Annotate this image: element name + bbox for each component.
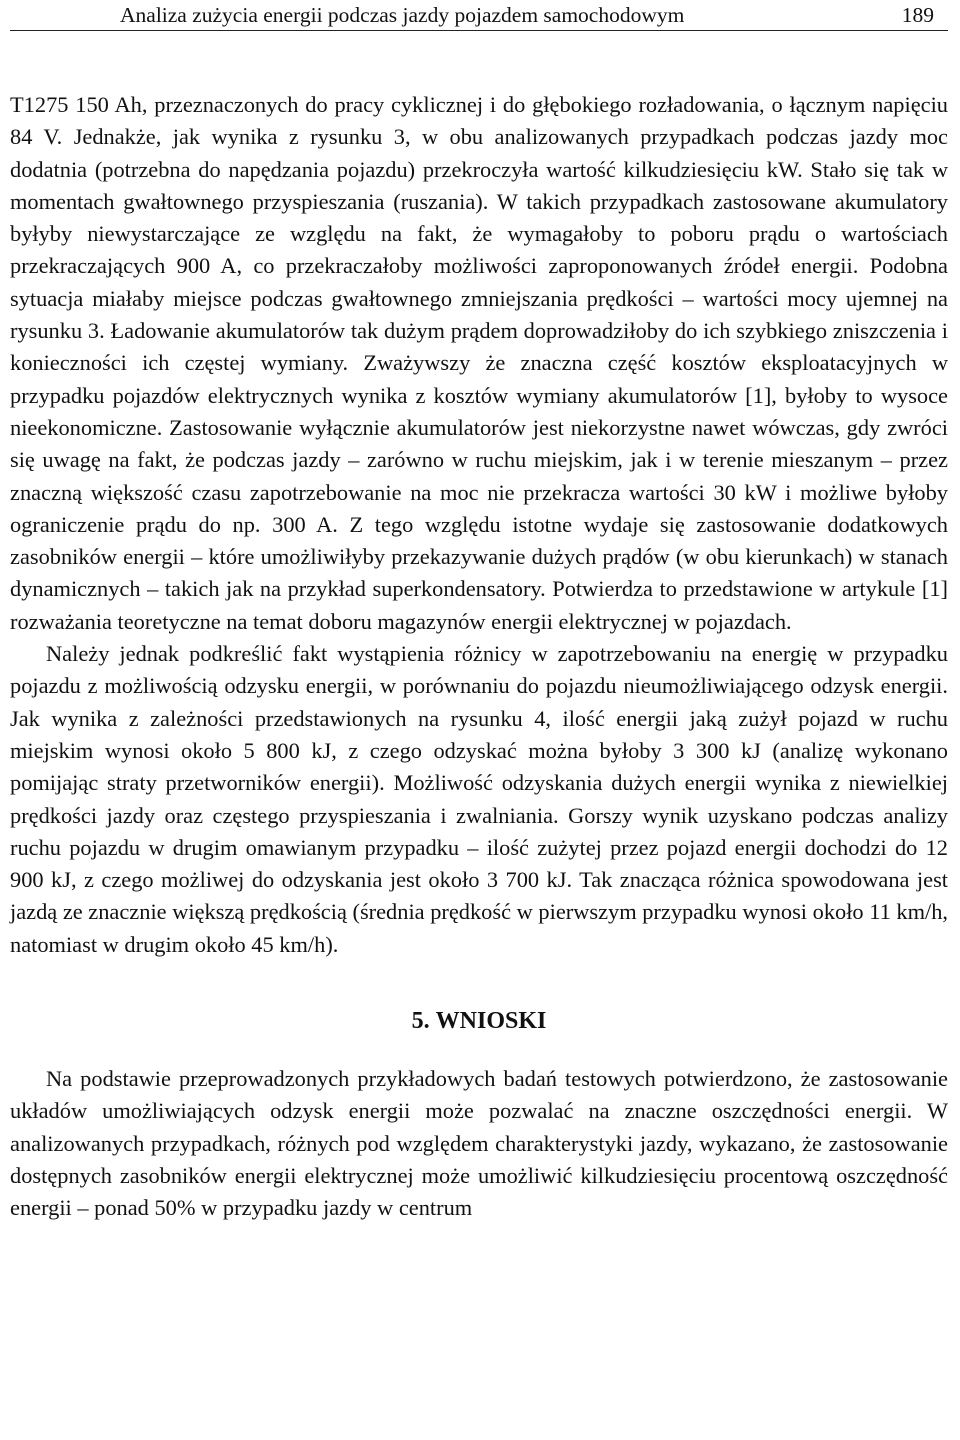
running-header (10, 0, 948, 31)
paragraph: Należy jednak podkreślić fakt wystąpienia różnicy w zapotrzebowaniu na energię w przypadku pojazdu z możliwością odzysku energii, w porównaniu do pojazdu nieumożliwiającego odzysk energii. Jak wynika z zależności przedstawionych na rysunku 4, ilość energii jaką zużył pojazd w ruchu miejskim wynosi około 5 800 kJ, z czego odzyskać można byłoby 3 300 kJ (analizę wykonano pomijając straty przetworników energii). Możliwość odzyskania dużych energii wynika z niewielkiej prędkości jazdy oraz częstego przyspieszania i zwalniania. Gorszy wynik uzyskano podczas analizy ruchu pojazdu w drugim omawianym przypadku – ilość zużytej przez pojazd energii dochodzi do 12 900 kJ, z czego możliwej do odzyskania jest około 3 700 kJ. Tak znacząca różnica spowodowana jest jazdą ze znacznie większą prędkością (średnia prędkość w pierwszym przypadku wynosi około 11 km/h, natomiast w drugim około 45 km/h). (10, 641, 949, 957)
section-title: WNIOSKI (435, 1008, 547, 1035)
section-number: 5. (411, 1008, 430, 1035)
section-heading (10, 1005, 948, 1037)
page-number: 189 (901, 3, 934, 27)
conclusions-paragraph: Na podstawie przeprowadzonych przykładowych badań testowych potwierdzono, że zastosowanie układów umożliwiających odzysk energii może pozwalać na znaczne oszczędności energii. W analizowanych przypadkach, różnych pod względem charakterystyki jazdy, wykazano, że zastosowanie dostępnych zasobników energii elektrycznej może umożliwić kilkudziesięciu procentową oszczędność energii – ponad 50% w przypadku jazdy w centrum (10, 1066, 948, 1221)
body-text (10, 89, 948, 961)
running-title: Analiza zużycia energii podczas jazdy pojazdem samochodowym (120, 3, 685, 27)
paragraph: T1275 150 Ah, przeznaczonych do pracy cyklicznej i do głębokiego rozładowania, o łącznym napięciu 84 V. Jednakże, jak wynika z rysunku 3, w obu analizowanych przypadkach podczas jazdy moc dodatnia (potrzebna do napędzania pojazdu) przekroczyła wartość kilkudziesięciu kW. Stało się tak w momentach gwałtownego przyspieszania (ruszania). W takich przypadkach zastosowane akumulatory byłyby niewystarczające ze względu na fakt, że wymagałoby to poboru prądu o wartościach przekraczających 900 A, co przekraczałoby możliwości zaproponowanych źródeł energii. Podobna sytuacja miałaby miejsce podczas gwałtownego zmniejszania prędkości – wartości mocy ujemnej na rysunku 3. Ładowanie akumulatorów tak dużym prądem doprowadziłoby do ich szybkiego zniszczenia i konieczności ich częstej wymiany. Zważywszy że znaczna część kosztów eksploatacyjnych w przypadku pojazdów elektrycznych wynika z kosztów wymiany akumulatorów [1], byłoby to wysoce nieekonomiczne. Zastosowanie wyłącznie akumulatorów jest niekorzystne nawet wówczas, gdy zwróci się uwagę na fakt, że podczas jazdy – zarówno w ruchu miejskim, jak i w terenie mieszanym – przez znaczną większość czasu zapotrzebowanie na moc nie przekracza wartości 30 kW i możliwe byłoby ograniczenie prądu do np. 300 A. Z tego względu istotne wydaje się zastosowanie dodatkowych zasobników energii – które umożliwiłyby przekazywanie dużych prądów (w obu kierunkach) w stanach dynamicznych – takich jak na przykład superkondensatory. Potwierdza to przedstawione w artykule [1] rozważania teoretyczne na temat doboru magazynów energii elektrycznej w pojazdach. (10, 92, 948, 634)
